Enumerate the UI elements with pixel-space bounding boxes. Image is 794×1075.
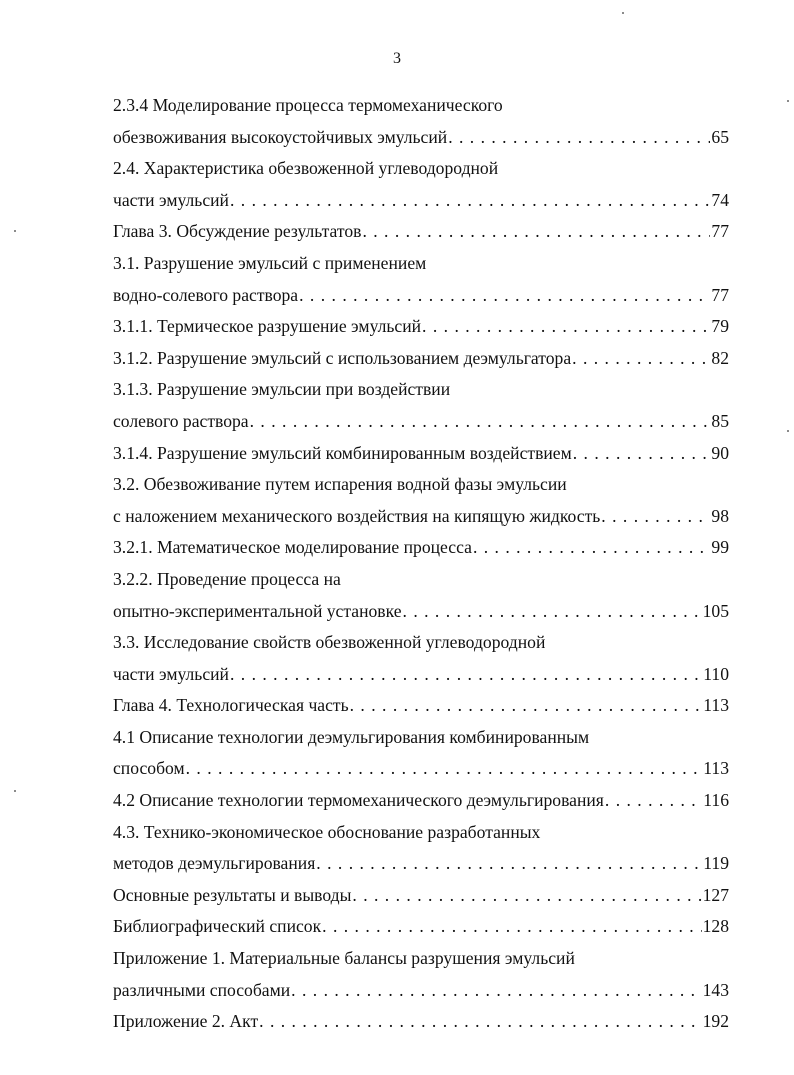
toc-entry-text: 3.1.2. Разрушение эмульсий с использованием деэмульгатора xyxy=(113,347,572,368)
dot-leader xyxy=(230,185,710,217)
toc-entry-text: 2.3.4 Моделирование процесса термомеханического xyxy=(113,95,503,115)
dot-leader xyxy=(250,406,711,438)
toc-page-number: 77 xyxy=(711,221,729,242)
toc-entry xyxy=(113,596,729,628)
toc-entry xyxy=(113,659,729,691)
toc-entry xyxy=(113,343,729,375)
toc-page-number: 90 xyxy=(711,442,729,463)
toc-entry-text: солевого раствора xyxy=(113,410,249,431)
dot-leader xyxy=(291,975,701,1007)
toc-entry-text: 3.2.2. Проведение процесса на xyxy=(113,568,341,589)
toc-entry xyxy=(113,848,729,880)
toc-page-number: 77 xyxy=(711,284,729,305)
dot-leader xyxy=(350,690,703,722)
scan-speck xyxy=(622,12,624,14)
toc-entry-text: 3.1. Разрушение эмульсий с применением xyxy=(113,252,427,273)
dot-leader xyxy=(322,911,701,943)
toc-entry xyxy=(113,311,729,343)
toc-entry-line xyxy=(113,943,729,975)
toc-page-number: 110 xyxy=(703,663,729,684)
toc-entry-text: с наложением механического воздействия на кипящую жидкость xyxy=(113,505,601,526)
toc-entry-text: 3.2. Обезвоживание путем испарения водной фазы эмульсии xyxy=(113,474,567,495)
dot-leader xyxy=(572,343,710,375)
toc-entry-line xyxy=(113,374,729,406)
toc-entry-text: 2.4. Характеристика обезвоженной углеводородной xyxy=(113,158,499,179)
toc-entry-text: методов деэмульгирования xyxy=(113,853,316,874)
toc-entry xyxy=(113,406,729,438)
dot-leader xyxy=(186,753,703,785)
dot-leader xyxy=(573,438,711,470)
toc-entry xyxy=(113,438,729,470)
toc-page-number: 113 xyxy=(703,695,729,716)
toc-page-number: 105 xyxy=(702,600,729,621)
toc-entry-text: различными способами xyxy=(113,979,291,1000)
toc-entry xyxy=(113,122,729,154)
toc-page-number: 82 xyxy=(711,347,729,368)
scan-speck xyxy=(787,430,789,432)
toc-entry xyxy=(113,280,729,312)
toc-entry-text: водно-солевого раствора xyxy=(113,284,299,305)
toc-page-number: 85 xyxy=(711,410,729,431)
toc-entry-text: Приложение 2. Акт xyxy=(113,1011,259,1032)
toc-entry-text: части эмульсий xyxy=(113,189,229,210)
toc-entry-text: обезвоживания высокоустойчивых эмульсий xyxy=(113,126,448,147)
scan-speck xyxy=(14,230,16,232)
toc-entry-line xyxy=(113,153,729,185)
toc-entry-text: Библиографический список xyxy=(113,916,322,937)
toc-page-number: 143 xyxy=(702,979,729,1000)
toc-entry-text: 3.2.1. Математическое моделирование процесса xyxy=(113,537,472,558)
toc-entry xyxy=(113,880,729,912)
toc-entry-line xyxy=(113,627,729,659)
dot-leader xyxy=(605,785,702,817)
toc-page-number: 127 xyxy=(702,884,729,905)
toc-entry-line xyxy=(113,564,729,596)
toc-page-number: 65 xyxy=(711,126,729,147)
toc-entry xyxy=(113,216,729,248)
toc-entry-line xyxy=(113,469,729,501)
dot-leader xyxy=(422,311,710,343)
toc-entry xyxy=(113,690,729,722)
scan-speck xyxy=(14,790,16,792)
dot-leader xyxy=(362,216,710,248)
dot-leader xyxy=(473,532,710,564)
toc-entry-text: Основные результаты и выводы xyxy=(113,884,352,905)
toc-entry xyxy=(113,185,729,217)
toc-page-number: 119 xyxy=(703,853,729,874)
toc-entry-text: части эмульсий xyxy=(113,663,229,684)
toc-entry-text: опытно-экспериментальной установке xyxy=(113,600,402,621)
toc-entry-line xyxy=(113,722,729,754)
toc-entry-text: 3.1.1. Термическое разрушение эмульсий xyxy=(113,316,422,337)
toc-entry xyxy=(113,975,729,1007)
toc-entry-line xyxy=(113,248,729,280)
toc-entry xyxy=(113,785,729,817)
toc-entry-text: 4.1 Описание технологии деэмульгирования комбинированным xyxy=(113,726,590,747)
toc-entry xyxy=(113,501,729,533)
toc-page-number: 99 xyxy=(711,537,729,558)
toc-entry-line xyxy=(113,90,729,122)
dot-leader xyxy=(352,880,701,912)
toc-entry xyxy=(113,911,729,943)
toc-entry-text: Глава 3. Обсуждение результатов xyxy=(113,221,362,242)
table-of-contents xyxy=(113,90,729,1038)
dot-leader xyxy=(230,659,702,691)
toc-entry xyxy=(113,753,729,785)
dot-leader xyxy=(299,280,710,312)
scan-speck xyxy=(787,100,789,102)
toc-entry-text: Глава 4. Технологическая часть xyxy=(113,695,349,716)
toc-page-number: 116 xyxy=(703,790,729,811)
toc-entry-text: способом xyxy=(113,758,185,779)
dot-leader xyxy=(259,1006,701,1038)
toc-entry-text: 3.3. Исследование свойств обезвоженной углеводородной xyxy=(113,632,546,653)
toc-entry xyxy=(113,1006,729,1038)
dot-leader xyxy=(403,596,702,628)
toc-entry-text: 3.1.3. Разрушение эмульсии при воздействии xyxy=(113,379,451,400)
toc-entry-text: Приложение 1. Материальные балансы разрушения эмульсий xyxy=(113,948,575,969)
toc-entry-text: 4.3. Технико-экономическое обоснование разработанных xyxy=(113,821,541,842)
toc-entry-line xyxy=(113,817,729,849)
toc-page-number: 113 xyxy=(703,758,729,779)
toc-entry-text: 4.2 Описание технологии термомеханического деэмульгирования xyxy=(113,790,604,811)
toc-entry xyxy=(113,532,729,564)
toc-page-number: 192 xyxy=(702,1011,729,1032)
dot-leader xyxy=(448,122,710,154)
dot-leader xyxy=(601,501,710,533)
toc-page-number: 74 xyxy=(711,189,729,210)
toc-entry-text: 3.1.4. Разрушение эмульсий комбинированным воздействием xyxy=(113,442,572,463)
toc-page-number: 98 xyxy=(711,505,729,526)
page-number: 3 xyxy=(393,50,401,67)
dot-leader xyxy=(316,848,702,880)
toc-page-number: 128 xyxy=(702,916,729,937)
toc-page-number: 79 xyxy=(711,316,729,337)
